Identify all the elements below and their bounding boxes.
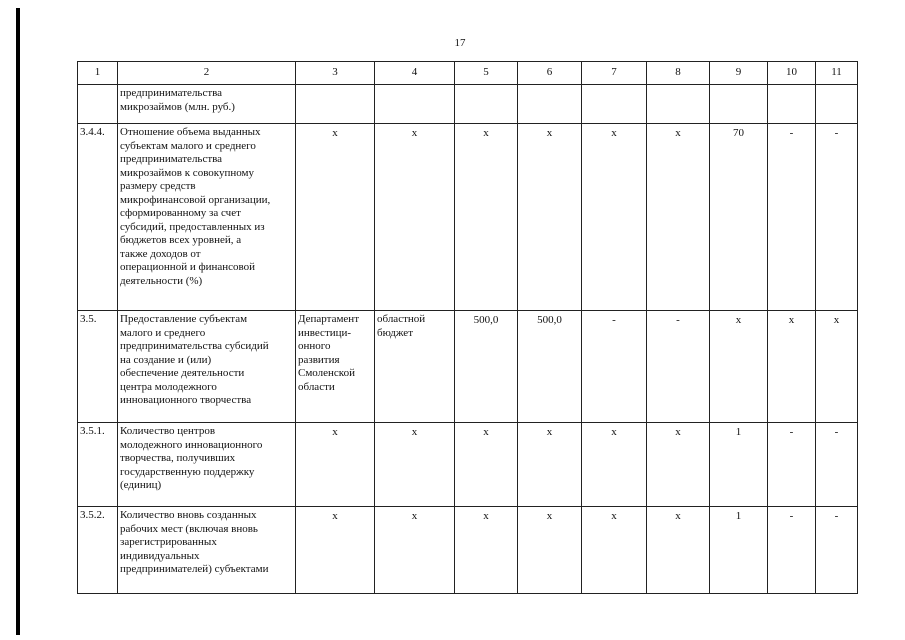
cell-col-4 <box>375 85 455 124</box>
cell-col-8: х <box>647 507 710 594</box>
table-row <box>78 507 858 594</box>
cell-col-8: х <box>647 124 710 311</box>
header-cell-11: 11 <box>816 62 858 85</box>
header-cell-4: 4 <box>375 62 455 85</box>
cell-col-7: х <box>582 507 647 594</box>
cell-col-5: 500,0 <box>455 311 518 423</box>
table-row <box>78 311 858 423</box>
row-number: 3.5.1. <box>78 423 118 507</box>
row-number: 3.5.2. <box>78 507 118 594</box>
cell-col-4: х <box>375 124 455 311</box>
cell-col-7: х <box>582 423 647 507</box>
row-description: Отношение объема выданных субъектам малого и среднего предпринимательства микрозаймов к совокупному размеру средств микрофинансовой организации, сформированному за счет субсидий, предоставленных из бюджетов всех уровней, а также доходов от операционной и финансовой деятельности (%) <box>118 124 296 311</box>
cell-col-7: х <box>582 124 647 311</box>
cell-col-4: областной бюджет <box>375 311 455 423</box>
cell-col-5: х <box>455 124 518 311</box>
table-row <box>78 85 858 124</box>
row-description: Предоставление субъектам малого и среднего предпринимательства субсидий на создание и (или) обеспечение деятельности центра молодежного инновационного творчества <box>118 311 296 423</box>
table-row <box>78 124 858 311</box>
cell-col-6: 500,0 <box>518 311 582 423</box>
cell-col-6: х <box>518 124 582 311</box>
cell-col-6 <box>518 85 582 124</box>
header-cell-10: 10 <box>768 62 816 85</box>
cell-col-5: х <box>455 423 518 507</box>
page-number: 17 <box>454 37 466 49</box>
data-table <box>77 61 858 594</box>
cell-col-7: - <box>582 311 647 423</box>
row-number <box>78 85 118 124</box>
header-cell-5: 5 <box>455 62 518 85</box>
cell-col-11: х <box>816 311 858 423</box>
header-cell-3: 3 <box>296 62 375 85</box>
cell-col-10 <box>768 85 816 124</box>
header-cell-6: 6 <box>518 62 582 85</box>
cell-col-9 <box>710 85 768 124</box>
cell-col-9: х <box>710 311 768 423</box>
cell-col-3 <box>296 85 375 124</box>
cell-col-11 <box>816 85 858 124</box>
header-cell-1: 1 <box>78 62 118 85</box>
cell-col-10: х <box>768 311 816 423</box>
cell-col-10: - <box>768 507 816 594</box>
cell-col-5: х <box>455 507 518 594</box>
header-cell-2: 2 <box>118 62 296 85</box>
cell-col-4: х <box>375 507 455 594</box>
table-row <box>78 423 858 507</box>
header-row <box>78 62 858 85</box>
cell-col-7 <box>582 85 647 124</box>
cell-col-6: х <box>518 423 582 507</box>
cell-col-9: 1 <box>710 423 768 507</box>
cell-col-11: - <box>816 124 858 311</box>
cell-col-8: - <box>647 311 710 423</box>
cell-col-11: - <box>816 507 858 594</box>
row-description: Количество вновь созданных рабочих мест (включая вновь зарегистрированных индивидуальных предпринимателей) субъектами <box>118 507 296 594</box>
header-cell-9: 9 <box>710 62 768 85</box>
scan-margin-bar <box>16 8 20 635</box>
row-description: Количество центров молодежного инновационного творчества, получивших государственную поддержку (единиц) <box>118 423 296 507</box>
cell-col-3: х <box>296 507 375 594</box>
cell-col-9: 70 <box>710 124 768 311</box>
cell-col-11: - <box>816 423 858 507</box>
cell-col-8: х <box>647 423 710 507</box>
cell-col-9: 1 <box>710 507 768 594</box>
cell-col-8 <box>647 85 710 124</box>
cell-col-4: х <box>375 423 455 507</box>
cell-col-3: х <box>296 124 375 311</box>
row-number: 3.5. <box>78 311 118 423</box>
cell-col-10: - <box>768 124 816 311</box>
cell-col-3: х <box>296 423 375 507</box>
cell-col-6: х <box>518 507 582 594</box>
row-description: предпринимательства микрозаймов (млн. руб.) <box>118 85 296 124</box>
header-cell-8: 8 <box>647 62 710 85</box>
cell-col-3: Департамент инвестици- онного развития Смоленской области <box>296 311 375 423</box>
cell-col-5 <box>455 85 518 124</box>
row-number: 3.4.4. <box>78 124 118 311</box>
cell-col-10: - <box>768 423 816 507</box>
header-cell-7: 7 <box>582 62 647 85</box>
